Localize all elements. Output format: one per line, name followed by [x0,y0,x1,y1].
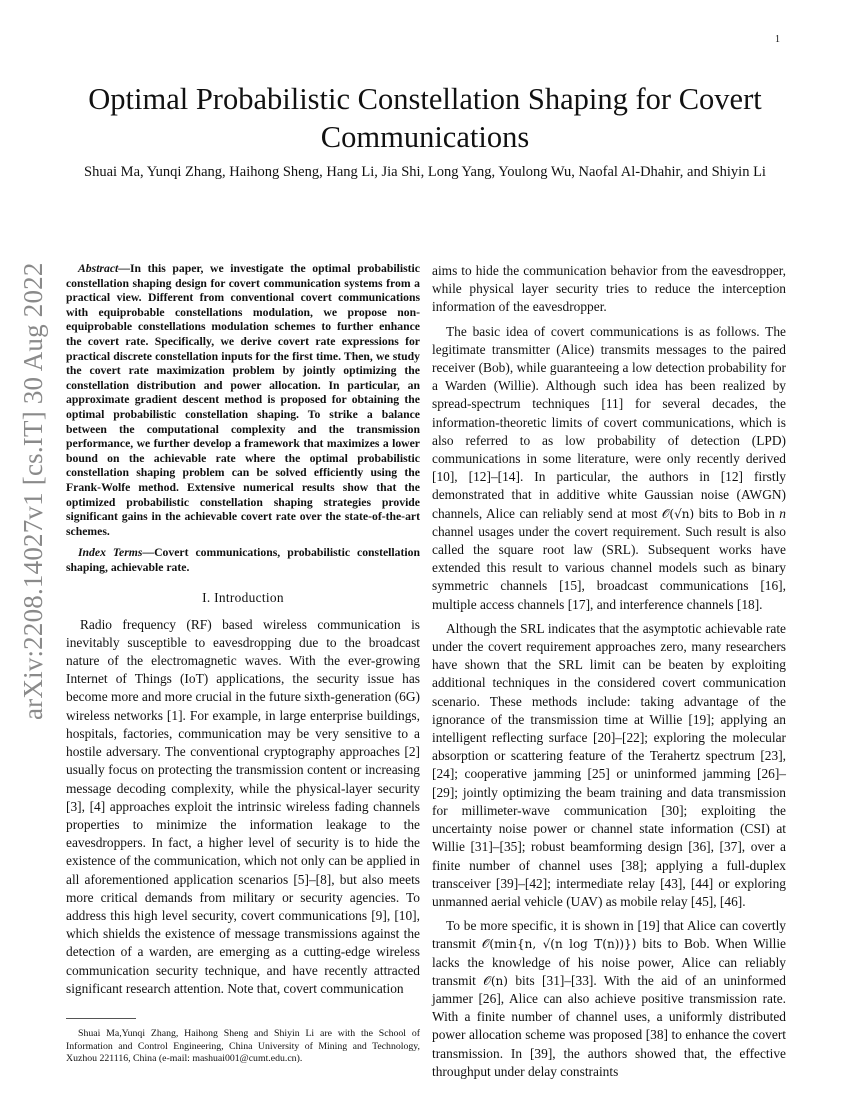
right-column [432,262,786,1087]
math-order-n: 𝒪(n) [483,973,508,988]
right-paragraph-2-part-b: bits to Bob in [694,505,780,521]
right-paragraph-4-part-a: To be more specific, it is shown in [19] that Alice can covertly transmit [432,918,786,952]
affiliation-footnote: Shuai Ma,Yunqi Zhang, Haihong Sheng and Shiyin Li are with the School of Information and Control Engineering, China University of Mining and Technology, Xuzhou 221116, China (e-mail: mashuai001@cumt.edu.cn). [66,1028,420,1064]
abstract [66,262,420,539]
math-order-sqrt-n: 𝒪(√n) [661,506,695,521]
index-terms-text: —Covert communications, probabilistic constellation shaping, achievable rate. [66,546,421,574]
paper-title: Optimal Probabilistic Constellation Shaping for Covert Communications [88,82,762,154]
math-n: n [779,505,786,521]
index-terms [66,546,420,575]
right-paragraph-4-part-c: bits [31]–[33]. With the aid of an uninformed jammer [26], Alice can also achieve positive transmission rate. With a finite number of channel uses, a uniformly distributed power allocation scheme was proposed [38] to enhance the covert transmission. In [39], the authors showed that, the effective throughput under delay constraints [432,972,787,1079]
page-number: 1 [775,34,780,45]
left-column [66,262,420,1004]
right-paragraph-2-part-a: The basic idea of covert communications is as follows. The legitimate transmitter (Alice) transmits messages to the paired receiver (Bob), while guaranteeing a low detection probability for a Warden (Willie). Although such idea has been realized by spread-spectrum techniques [11] for several decades, the information-theoretic limits of covert communications, which is also referred to as low probability of detection (LPD) communications in some literature, were only recently derived [10], [12]–[14]. In particular, the authors in [12] firstly demonstrated that in additive white Gaussian noise (AWGN) channels, Alice can reliably send at most [432,323,786,521]
arxiv-identifier: arXiv:2208.14027v1 [cs.IT] 30 Aug 2022 [18,262,48,720]
right-paragraph-4 [432,917,786,1081]
math-order-min-expression: 𝒪(min{n, √(n log T(n))}) [481,937,637,952]
intro-paragraph-1: Radio frequency (RF) based wireless communication is inevitably susceptible to eavesdropping due to the broadcast nature of the electromagnetic waves. With the ever-growing Internet of Things (IoT) applications, the security issue has become more and more crucial in the future sixth-generation (6G) wireless networks [1]. For example, in large enterprise buildings, hospitals, factories, communication may be very sensitive to a hostile adversary. The conventional cryptography approaches [2] usually focus on protecting the transmission content or increasing message decoding complexity, while the physical-layer security [3], [4] approaches exploit the intrinsic wireless fading channels properties to minimize the information leakage to the eavesdroppers. In fact, a higher level of security is to hide the existence of the communication, which not only can be applied in all aforementioned application scenarios [5]–[8], but also meets more critical demands from military or security agencies. To address this high level security, covert communications [9], [10], which shields the existence of message transmissions against the detection of a warden, are emerging as a cutting-edge wireless communication security technique, and have recently attracted significant research attention. Note that, covert communication [66,616,420,996]
index-terms-label: Index Terms [78,546,143,560]
right-paragraph-3: Although the SRL indicates that the asymptotic achievable rate under the covert requirement approaches zero, many researchers have shown that the SRL limit can be beaten by exploiting additional techniques in the considered covert communication scenario. These methods include: taking advantage of the ignorance of the transmission time at Willie [19]; applying an intelligent reflecting surface [20]–[22]; exploring the molecular absorption or scattering feature of the Terahertz spectrum [23], [24]; cooperative jamming [25] or uninformed jamming [26]–[29]; jointly optimizing the beam training and data transmission for millimeter-wave communication [30]; exploiting the uncertainty noise power or channel state information (CSI) at Willie [31]–[35]; robust beamforming design [36], [37], over a finite number of channel uses [38]; applying a full-duplex transceiver [39]–[42]; intermediate relay [43], [44] or exploring unmanned aerial vehicle (UAV) as mobile relay [45], [46]. [432,620,786,909]
abstract-text: —In this paper, we investigate the optimal probabilistic constellation shaping design for covert communication systems from a practical view. Different from conventional covert communications with equiprobable constellations modulation, we propose non-equiprobable constellations modulation schemes to further enhance the covert rate. Specifically, we derive covert rate expressions for practical discrete constellation inputs for the first time. Then, we study the covert rate maximization problem by jointly optimizing the constellation distribution and power allocation. In particular, an approximate gradient descent method is proposed for obtaining the optimal probabilistic constellation shaping. To strike a balance between the computational complexity and the transmission performance, we further develop a framework that maximizes a lower bound on the achievable rate where the optimal probabilistic constellation shaping problem can be solved efficiently using the Frank-Wolfe method. Extensive numerical results show that the optimized probabilistic constellation shaping strategies provide significant gains in the achievable covert rate over the state-of-the-art schemes. [66,262,420,538]
right-paragraph-2 [432,323,786,614]
section-heading-introduction: I. Introduction [202,590,284,606]
right-paragraph-1: aims to hide the communication behavior from the eavesdropper, while physical layer security tries to reduce the interception information of the eavesdropper. [432,263,786,315]
right-paragraph-2-part-c: channel usages under the covert requirement. Such result is also called the square root law (SRL). Subsequent works have extended this result to various channel models such as binary symmetric channels [15], broadcast communications [16], multiple access channels [17], and interference channels [18]. [432,523,786,612]
author-list: Shuai Ma, Yunqi Zhang, Haihong Sheng, Hang Li, Jia Shi, Long Yang, Youlong Wu, Naofal Al-Dhahir, and Shiyin Li [84,164,766,180]
right-paragraph-4-part-b: bits to Bob. When Willie lacks the knowledge of his noise power, Alice can reliably transmit [432,936,786,988]
abstract-label: Abstract [78,262,119,275]
footnote-rule [66,1018,136,1019]
